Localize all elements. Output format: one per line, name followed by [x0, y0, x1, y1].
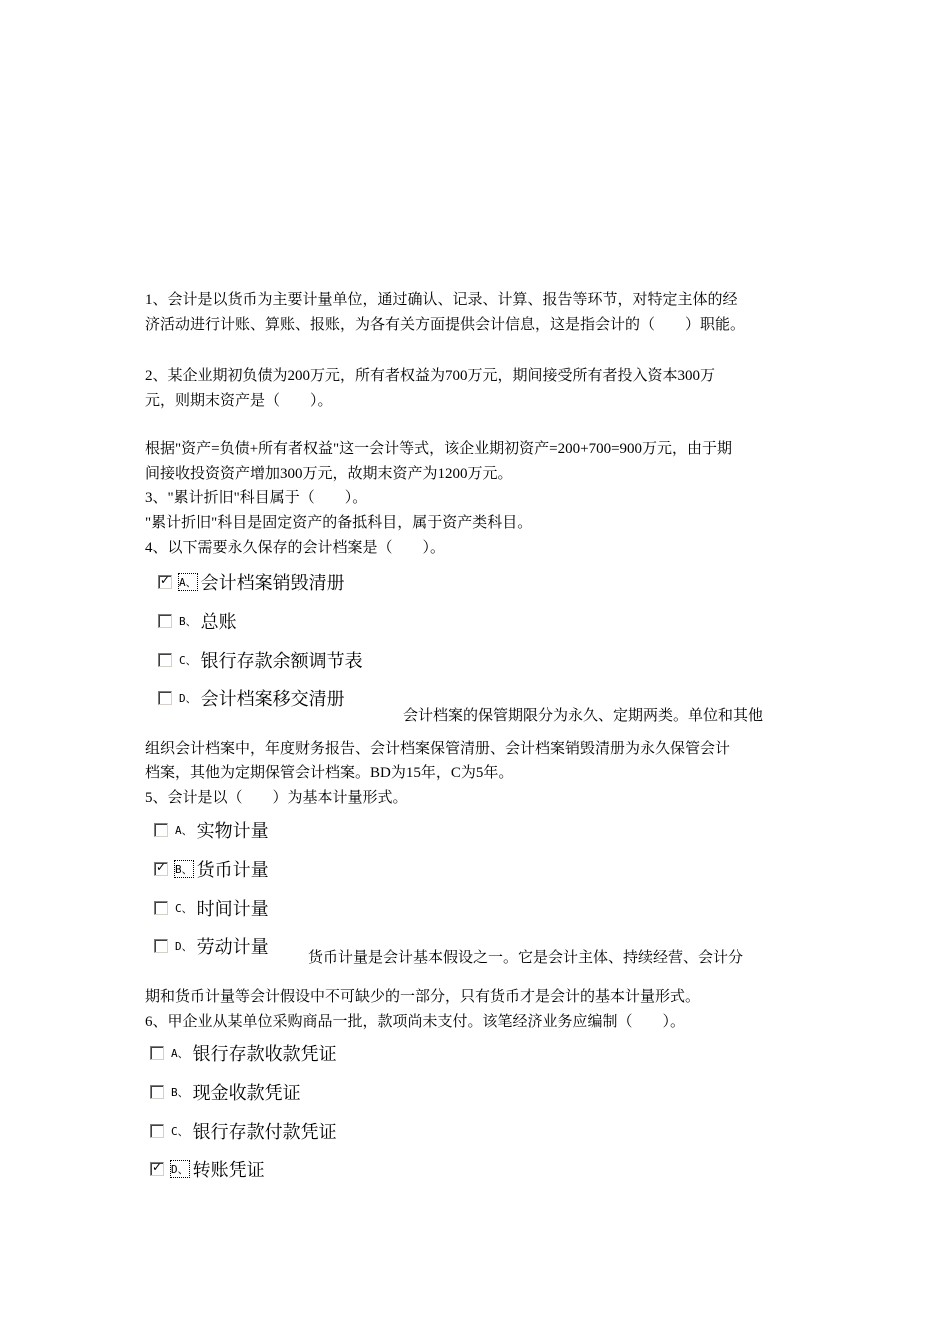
option-letter: C、 [175, 902, 193, 915]
check-mark-icon: ✓ [160, 573, 171, 587]
q6-option-a[interactable] [150, 1041, 337, 1065]
q4-option-a[interactable] [158, 570, 345, 594]
option-label: 会计档案移交清册 [200, 689, 345, 710]
option-label: 劳动计量 [196, 937, 269, 958]
option-letter: D、 [175, 940, 193, 953]
option-label: 银行存款余额调节表 [200, 651, 363, 672]
checkbox-checked-icon[interactable] [158, 575, 172, 589]
option-letter: B、 [175, 863, 193, 876]
option-letter: C、 [179, 654, 197, 667]
checkbox-unchecked-icon[interactable] [150, 1124, 164, 1138]
option-label: 总账 [200, 612, 237, 633]
checkbox-unchecked-icon[interactable] [158, 653, 172, 667]
question-4-explanation-inline: 会计档案的保管期限分为永久、定期两类。单位和其他 [403, 708, 764, 724]
checkbox-unchecked-icon[interactable] [154, 823, 168, 837]
q6-option-c[interactable] [150, 1119, 337, 1143]
checkbox-unchecked-icon[interactable] [158, 691, 172, 705]
option-label: 实物计量 [196, 821, 269, 842]
option-letter: D、 [179, 692, 197, 705]
option-label: 会计档案销毁清册 [200, 573, 345, 594]
option-letter: D、 [171, 1163, 189, 1176]
checkbox-checked-icon[interactable] [150, 1162, 164, 1176]
q5-option-a[interactable] [154, 818, 269, 842]
option-label: 时间计量 [196, 899, 269, 920]
checkbox-checked-icon[interactable] [154, 862, 168, 876]
question-6-line-1: 6、甲企业从某单位采购商品一批，款项尚未支付。该笔经济业务应编制（ ）。 [145, 1014, 686, 1030]
checkbox-unchecked-icon[interactable] [154, 901, 168, 915]
checkbox-unchecked-icon[interactable] [150, 1085, 164, 1099]
q5-option-c[interactable] [154, 896, 269, 920]
q5-option-b[interactable] [154, 857, 269, 881]
question-5-explanation-inline: 货币计量是会计基本假设之一。它是会计主体、持续经营、会计分 [308, 950, 744, 966]
q4-option-b[interactable] [158, 609, 237, 633]
option-letter: B、 [179, 615, 197, 628]
option-letter: C、 [171, 1125, 189, 1138]
question-3-line-1: 3、"累计折旧"科目属于（ ）。 [145, 490, 368, 506]
q6-option-d[interactable] [150, 1157, 265, 1181]
q4-option-c[interactable] [158, 648, 363, 672]
question-2-line-1: 2、某企业期初负债为200万元，所有者权益为700万元，期间接受所有者投入资本300万 [145, 368, 716, 384]
option-label: 银行存款收款凭证 [192, 1044, 337, 1065]
q4-option-d[interactable] [158, 686, 345, 710]
option-letter: A、 [171, 1047, 189, 1060]
check-mark-icon: ✓ [156, 860, 167, 874]
question-1-line-1: 1、会计是以货币为主要计量单位，通过确认、记录、计算、报告等环节，对特定主体的经 [145, 292, 738, 308]
check-mark-icon: ✓ [152, 1160, 163, 1174]
question-3-explanation: "累计折旧"科目是固定资产的备抵科目，属于资产类科目。 [145, 515, 533, 531]
question-2-explanation-line-1: 根据"资产=负债+所有者权益"这一会计等式，该企业期初资产=200+700=900万元，由于期 [145, 441, 733, 457]
question-2-explanation-line-2: 间接收投资资产增加300万元，故期末资产为1200万元。 [145, 466, 513, 482]
question-5-line-1: 5、会计是以（ ）为基本计量形式。 [145, 790, 408, 806]
option-label: 货币计量 [196, 860, 269, 881]
option-label: 现金收款凭证 [192, 1083, 301, 1104]
question-1-line-2: 济活动进行计账、算账、报账，为各有关方面提供会计信息，这是指会计的（ ）职能。 [145, 317, 746, 333]
q6-option-b[interactable] [150, 1080, 301, 1104]
question-4-explanation-line-2: 档案，其他为定期保管会计档案。BD为15年，C为5年。 [145, 765, 514, 781]
question-5-explanation-line-1: 期和货币计量等会计假设中不可缺少的一部分，只有货币才是会计的基本计量形式。 [145, 989, 701, 1005]
q5-option-d[interactable] [154, 934, 269, 958]
question-4-explanation-line-1: 组织会计档案中，年度财务报告、会计档案保管清册、会计档案销毁清册为永久保管会计 [145, 741, 731, 757]
option-letter: A、 [175, 824, 193, 837]
checkbox-unchecked-icon[interactable] [150, 1046, 164, 1060]
option-label: 转账凭证 [192, 1160, 265, 1181]
option-letter: B、 [171, 1086, 189, 1099]
question-4-line-1: 4、以下需要永久保存的会计档案是（ ）。 [145, 540, 446, 556]
checkbox-unchecked-icon[interactable] [158, 614, 172, 628]
question-2-line-2: 元，则期末资产是（ ）。 [145, 393, 333, 409]
checkbox-unchecked-icon[interactable] [154, 939, 168, 953]
option-label: 银行存款付款凭证 [192, 1122, 337, 1143]
option-letter: A、 [179, 576, 197, 589]
